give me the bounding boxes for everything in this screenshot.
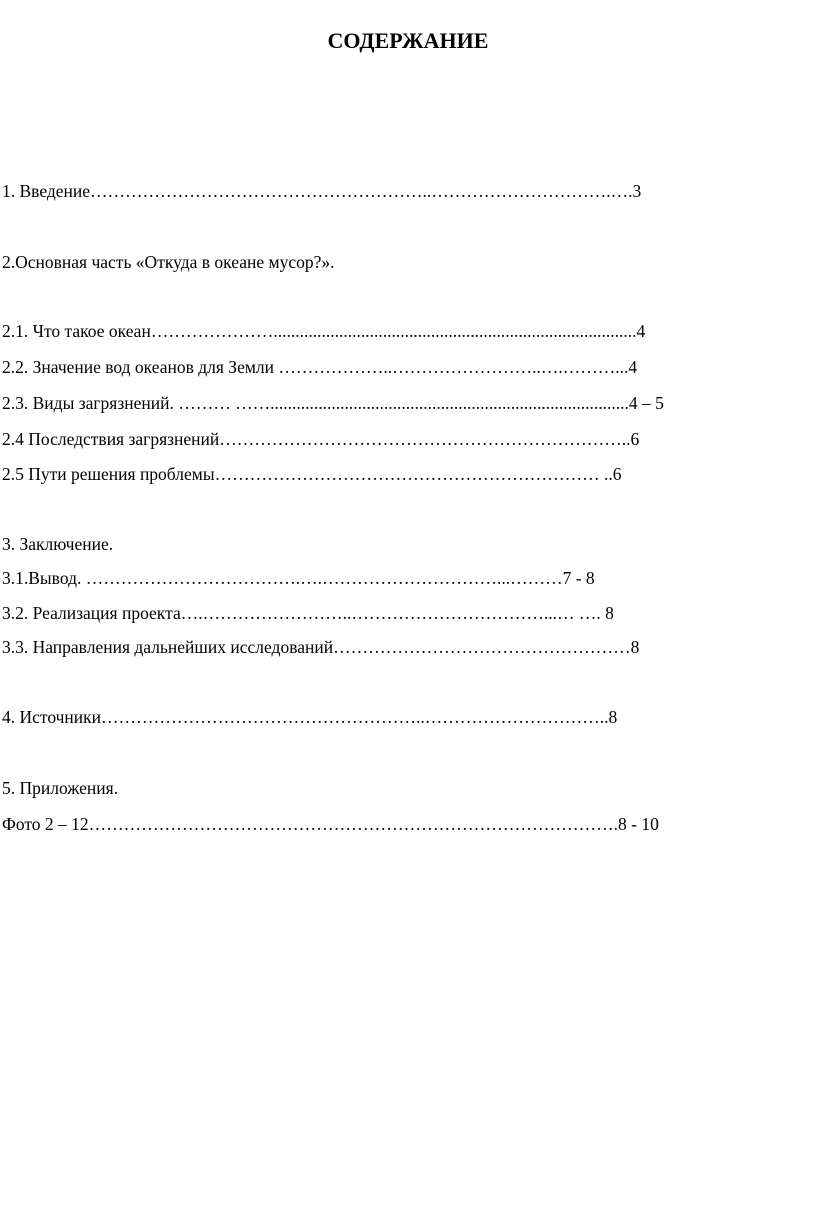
toc-entry-ocean-importance: 2.2. Значение вод океанов для Земли ………………..……………………..….………...4 <box>2 357 638 377</box>
toc-entry-what-is-ocean: 2.1. Что такое океан…………………...................................................................................4 <box>2 321 646 341</box>
toc-entry-sources: 4. Источники………………………………………………..…………………………..8 <box>2 707 618 727</box>
toc-entry-solutions: 2.5 Пути решения проблемы………………………………………………………… ..6 <box>2 464 622 484</box>
document-title: СОДЕРЖАНИЕ <box>327 28 489 53</box>
toc-entry-further-research: 3.3. Направления дальнейших исследований……………………………………………8 <box>2 637 640 657</box>
toc-entry-introduction: 1. Введение…………………………………………………..………………………….….3 <box>2 181 642 201</box>
toc-entry-findings: 3.1.Вывод. ……………………………….….…………………………...………7 - 8 <box>2 568 595 588</box>
toc-entry-conclusion: 3. Заключение. <box>2 534 114 554</box>
toc-entry-project-implementation: 3.2. Реализация проекта….……………………..……………………………...… …. 8 <box>2 603 614 623</box>
toc-entry-main-part: 2.Основная часть «Откуда в океане мусор?». <box>2 252 335 272</box>
toc-entry-pollution-types: 2.3. Виды загрязнений. ……… ……..................................................................................4 – 5 <box>2 393 664 413</box>
toc-entry-appendices: 5. Приложения. <box>2 778 119 798</box>
toc-entry-photos: Фото 2 – 12……………………………………………………………………………….8 - 10 <box>2 814 659 834</box>
toc-entry-pollution-consequences: 2.4 Последствия загрязнений……………………………………………………………..6 <box>2 429 640 449</box>
